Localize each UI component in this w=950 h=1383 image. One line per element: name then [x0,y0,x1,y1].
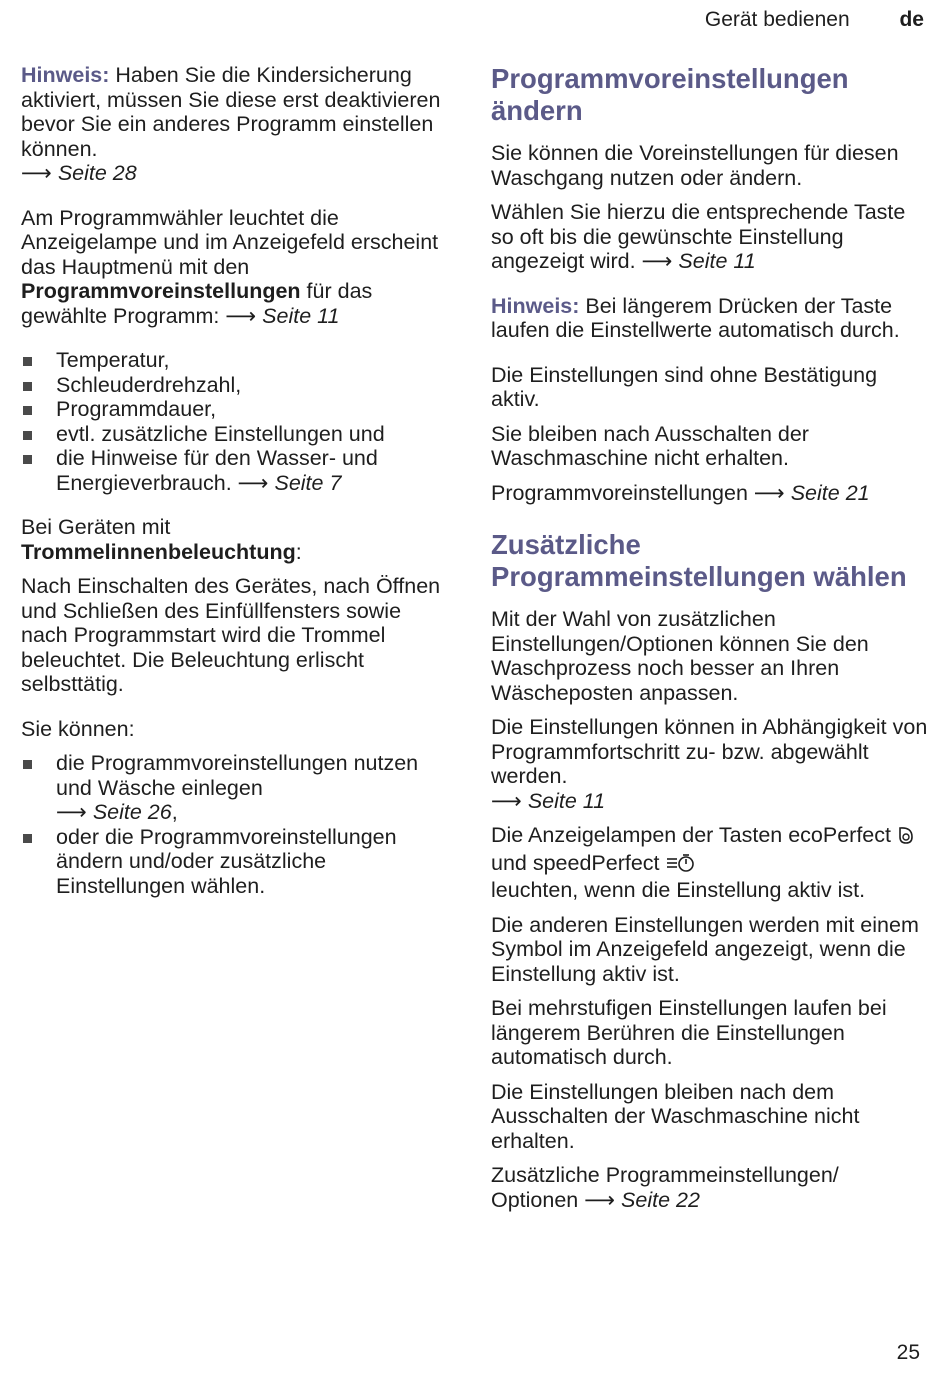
heading-voreinstellungen: Programmvoreinstellungen ändern [491,63,849,126]
paragraph: Die Einstellungen bleiben nach dem Ausschalten der Waschmaschine nicht erhalten. [491,1079,860,1153]
arrow-icon: ⟶ [21,161,52,185]
paragraph: Mit der Wahl von zusätzlichen Einstellungen/Optionen können Sie den Waschprozess noch besser an Ihren Wäscheposten anpassen. [491,607,869,705]
settings-list [21,348,451,495]
text: Programmvoreinstellungen [491,480,754,505]
hint-label: Hinweis: [491,293,580,318]
page-reference[interactable]: Seite 28 [57,161,137,185]
language-code: de [899,8,924,31]
text: Wählen Sie hierzu die entsprechende Taste so oft bis die gewünschte Einstellung angezeigt wird. [491,200,906,273]
page-reference[interactable]: Seite 11 [262,303,340,328]
speedperfect-icon [666,853,696,879]
arrow-icon: ⟶ [753,480,785,505]
page-reference[interactable]: Seite 7 [274,470,342,495]
arrow-icon: ⟶ [225,303,257,328]
hint-childlock [21,63,451,186]
page-reference[interactable]: Seite 21 [790,480,870,505]
left-column [21,63,451,918]
list-item: Temperatur, [21,348,451,373]
list-item [21,446,451,495]
hint-text: Bei längerem Drücken der Taste laufen die Einstellwerte automatisch durch. [491,293,900,342]
section-title: Gerät bedienen [704,8,850,31]
text: , [171,800,178,824]
paragraph-anzeigelampen [491,823,931,903]
list-item: oder die Programmvoreinstellungen ändern und/oder zusätzliche Einstellungen wählen. [21,825,451,899]
paragraph: Die anderen Einstellungen werden mit einem Symbol im Anzeigefeld angezeigt, wenn die Einstellung aktiv ist. [491,912,919,986]
heading-zusaetzliche: Zusätzliche Programmeinstellungen wählen [491,529,907,592]
list-item: evtl. zusätzliche Einstellungen und [21,422,451,447]
text: Die Einstellungen können in Abhängigkeit von Programmfortschritt zu- bzw. abgewählt werden. [491,715,928,788]
page-number: 25 [896,1340,920,1364]
arrow-icon: ⟶ [56,800,87,824]
bold-term: Programmvoreinstellungen [21,279,301,303]
text: Zusätzliche Programmeinstellungen/ Optionen [491,1163,839,1212]
page-reference[interactable]: Seite 26 [92,800,172,824]
paragraph: Sie bleiben nach Ausschalten der Waschmaschine nicht erhalten. [491,421,809,470]
page-reference[interactable]: Seite 11 [678,249,756,273]
ecoperfect-icon [897,825,915,851]
page-header [705,8,924,33]
hint-label: Hinweis: [21,63,110,87]
hint-taste [491,294,931,343]
paragraph-sie-koennen: Sie können: [21,716,135,741]
paragraph [491,1163,931,1212]
paragraph-trommel [21,515,451,564]
arrow-icon: ⟶ [491,788,522,813]
paragraph: Bei mehrstufigen Einstellungen laufen bei längerem Berühren die Einstellungen automatisch durch. [491,996,887,1069]
text: und speedPerfect [491,850,666,875]
hint-text: Haben Sie die Kindersicherung aktiviert, müssen Sie diese erst deaktivieren bevor Sie ein anderes Programm einstellen können. [21,63,441,161]
paragraph: Sie können die Voreinstellungen für diesen Waschgang nutzen oder ändern. [491,141,899,190]
page-reference[interactable]: Seite 11 [527,788,606,813]
text: : [295,539,302,564]
paragraph-beleuchtung: Nach Einschalten des Gerätes, nach Öffnen und Schließen des Einfüllfensters sowie nach Programmstart wird die Trommel beleuchtet. Die Beleuchtung erlischt selbsttätig. [21,574,441,696]
text: Bei Geräten mit [21,515,171,539]
text: Die Anzeigelampen der Tasten ecoPerfect [491,823,897,847]
list-item: Programmdauer, [21,397,451,422]
arrow-icon: ⟶ [237,470,269,495]
text: Am Programmwähler leuchtet die Anzeigelampe und im Anzeigefeld erscheint das Hauptmenü mit den [21,205,439,279]
list-item [21,751,451,825]
text: die Hinweise für den Wasser- und Energieverbrauch. [56,446,378,495]
bold-term: Trommelinnenbeleuchtung [21,539,296,564]
paragraph-programmwahl [21,206,451,329]
options-list [21,751,451,898]
text: die Programmvoreinstellungen nutzen und Wäsche einlegen [56,751,419,800]
arrow-icon: ⟶ [584,1187,616,1212]
paragraph [491,481,931,506]
paragraph: Die Einstellungen sind ohne Bestätigung aktiv. [491,362,878,411]
paragraph [491,200,931,274]
text: für das gewählte Programm: [21,279,373,328]
right-column [491,63,931,1222]
paragraph [491,715,931,813]
page-reference[interactable]: Seite 22 [621,1187,700,1212]
list-item: Schleuderdrehzahl, [21,373,451,398]
arrow-icon: ⟶ [641,249,673,273]
text: leuchten, wenn die Einstellung aktiv ist. [491,878,866,902]
